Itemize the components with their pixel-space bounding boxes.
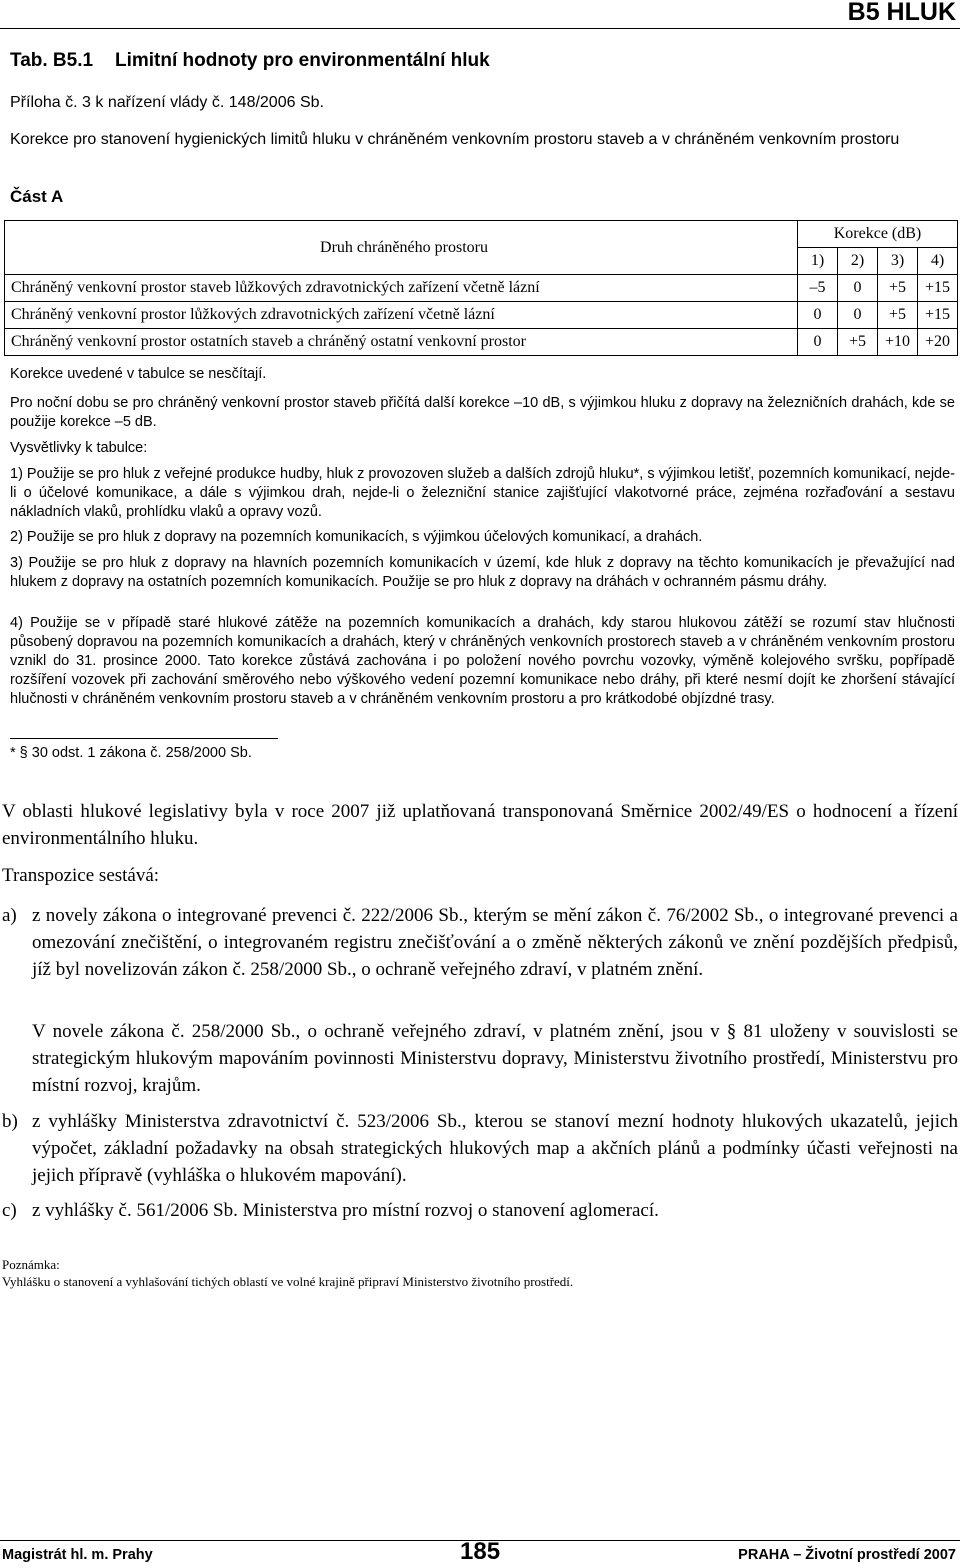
row-label: Chráněný venkovní prostor lůžkových zdravotnických zařízení včetně lázní [5,302,798,329]
list-text: z vyhlášky Ministerstva zdravotnictví č. 523/2006 Sb., kterou se stanoví mezní hodnoty hlukových ukazatelů, jejich výpočet, základní požadavky na obsah strategických hlukových map a akčních plánů a podmínky účasti veřejnosti na jejich přípravě (vyhláška o hlukovém mapování). [32,1111,958,1186]
note-night: Pro noční dobu se pro chráněný venkovní prostor staveb přičítá další korekce –10 dB, s výjimkou hluku z dopravy na železničních drahách, kde se použije korekce –5 dB. [10,395,955,430]
cell-value: +15 [918,302,958,329]
body-paragraph-1: V oblasti hlukové legislativy byla v roce 2007 již uplatňovaná transponovaná Směrnice 2002/49/ES o hodnocení a řízení environmentálního hluku. [2,801,958,849]
subheader-2: 2) [838,248,878,275]
row-label: Chráněný venkovní prostor staveb lůžkových zdravotnických zařízení včetně lázní [5,275,798,302]
footnote-rule [10,738,278,739]
list-text: z novely zákona o integrované prevenci č. 222/2006 Sb., kterým se mění zákon č. 76/2002 Sb., o integrované prevenci a omezování znečištění, o integrovaném registru znečišťování a o změně některých zákonů ve znění pozdějších předpisů, jíž byl novelizován zákon č. 258/2000 Sb., o ochraně veřejného zdraví, v platném znění. [32,905,958,980]
note-not-summed: Korekce uvedené v tabulce se nesčítají. [10,366,267,382]
table-row [5,302,958,329]
row-label: Chráněný venkovní prostor ostatních staveb a chráněný ostatní venkovní prostor [5,329,798,356]
footer-publisher: Magistrát hl. m. Prahy [2,1547,153,1563]
remark-text: Vyhlášku o stanovení a vyhlašování tichých oblastí ve volné krajině připraví Ministerstvo životního prostředí. [2,1274,574,1289]
table-number: Tab. B5.1 [10,50,94,71]
table-row [5,275,958,302]
cell-value: 0 [798,302,838,329]
subheader-3: 3) [878,248,918,275]
list-label: a) [2,905,17,926]
cell-value: –5 [798,275,838,302]
list-item-b [2,1108,958,1189]
cell-value: +20 [918,329,958,356]
cell-value: 0 [838,302,878,329]
footnote: * § 30 odst. 1 zákona č. 258/2000 Sb. [10,745,252,761]
explanation-4: 4) Použije se v případě staré hlukové zátěže na pozemních komunikacích a drahách, kdy starou hlukovou zátěží se rozumí stav hlučnosti působený dopravou na pozemních komunikacích a drahách, který v chráněných venkovních prostorech staveb a v chráněném venkovním prostoru vznikl do 31. prosince 2000. Tato korekce zůstává zachována i po položení nového povrchu vozovky, výměně kolejového svršku, popřípadě rozšíření vozovek při zachování směrového nebo výškového vedení pozemní komunikace nebo dráhy, při které nesmí dojít ke zhoršení stávající hlučnosti v chráněném venkovním prostoru staveb a v chráněném venkovním prostoru a pro krátkodobé objízdné trasy. [10,615,955,707]
list-item-a-sub: V novele zákona č. 258/2000 Sb., o ochraně veřejného zdraví, v platném znění, jsou v § 81 uloženy v souvislosti se strategickým hlukovým mapováním povinnosti Ministerstvu dopravy, Ministerstvu životního prostředí, Ministerstvu pro místní rozvoj, krajům. [32,1021,958,1096]
table-title [10,50,490,72]
explanation-1: 1) Použije se pro hluk z veřejné produkce hudby, hluk z provozoven služeb a dalších zdrojů hluku*, s výjimkou letišť, pozemních komunikací, nejde-li o účelové komunikace, a dále s výjimkou drah, nejde-li o železniční stanice zajišťující vlakotvorné práce, zejména rozřaďování a sestavu nákladních vlaků, prohlídku vlaků a opravy vozů. [10,466,955,520]
subheader-4: 4) [918,248,958,275]
header-type: Druh chráněného prostoru [5,221,798,275]
cell-value: +10 [878,329,918,356]
header-rule [0,28,960,29]
list-text: z vyhlášky č. 561/2006 Sb. Ministerstva pro místní rozvoj o stanovení aglomerací. [32,1200,659,1221]
korekce-table [4,220,958,356]
page-number: 185 [460,1538,501,1565]
header-korekce: Korekce (dB) [798,221,958,248]
remark-label: Poznámka: [2,1257,60,1272]
cell-value: +5 [878,275,918,302]
subheader-1: 1) [798,248,838,275]
explanation-3: 3) Použije se pro hluk z dopravy na hlavních pozemních komunikacích v území, kde hluk z dopravy na těchto komunikacích je převažující nad hlukem z dopravy na ostatních pozemních komunikacích. Použije se pro hluk z dopravy na dráhách v ochranném pásmu dráhy. [10,555,955,590]
body-paragraph-2: Transpozice sestává: [2,865,160,886]
cell-value: +5 [838,329,878,356]
table-title-text: Limitní hodnoty pro environmentální hluk [115,50,490,71]
cell-value: +5 [878,302,918,329]
footer-publication: PRAHA – Životní prostředí 2007 [738,1547,956,1563]
list-item-a [2,902,958,983]
list-label: b) [2,1111,18,1132]
table-row [5,329,958,356]
explanations-heading: Vysvětlivky k tabulce: [10,440,148,456]
explanation-2: 2) Použije se pro hluk z dopravy na pozemních komunikacích, s výjimkou účelových komunikací, a drahách. [10,529,703,545]
cell-value: +15 [918,275,958,302]
list-label: c) [2,1200,17,1221]
section-header: B5 HLUK [847,0,956,26]
cell-value: 0 [838,275,878,302]
list-item-c [2,1197,958,1224]
intro-text: Korekce pro stanovení hygienických limitů hluku v chráněném venkovním prostoru staveb a v chráněném venkovním prostoru [10,131,900,148]
cell-value: 0 [798,329,838,356]
annex-reference: Příloha č. 3 k nařízení vlády č. 148/2006 Sb. [10,94,324,111]
part-heading: Část A [10,187,64,206]
